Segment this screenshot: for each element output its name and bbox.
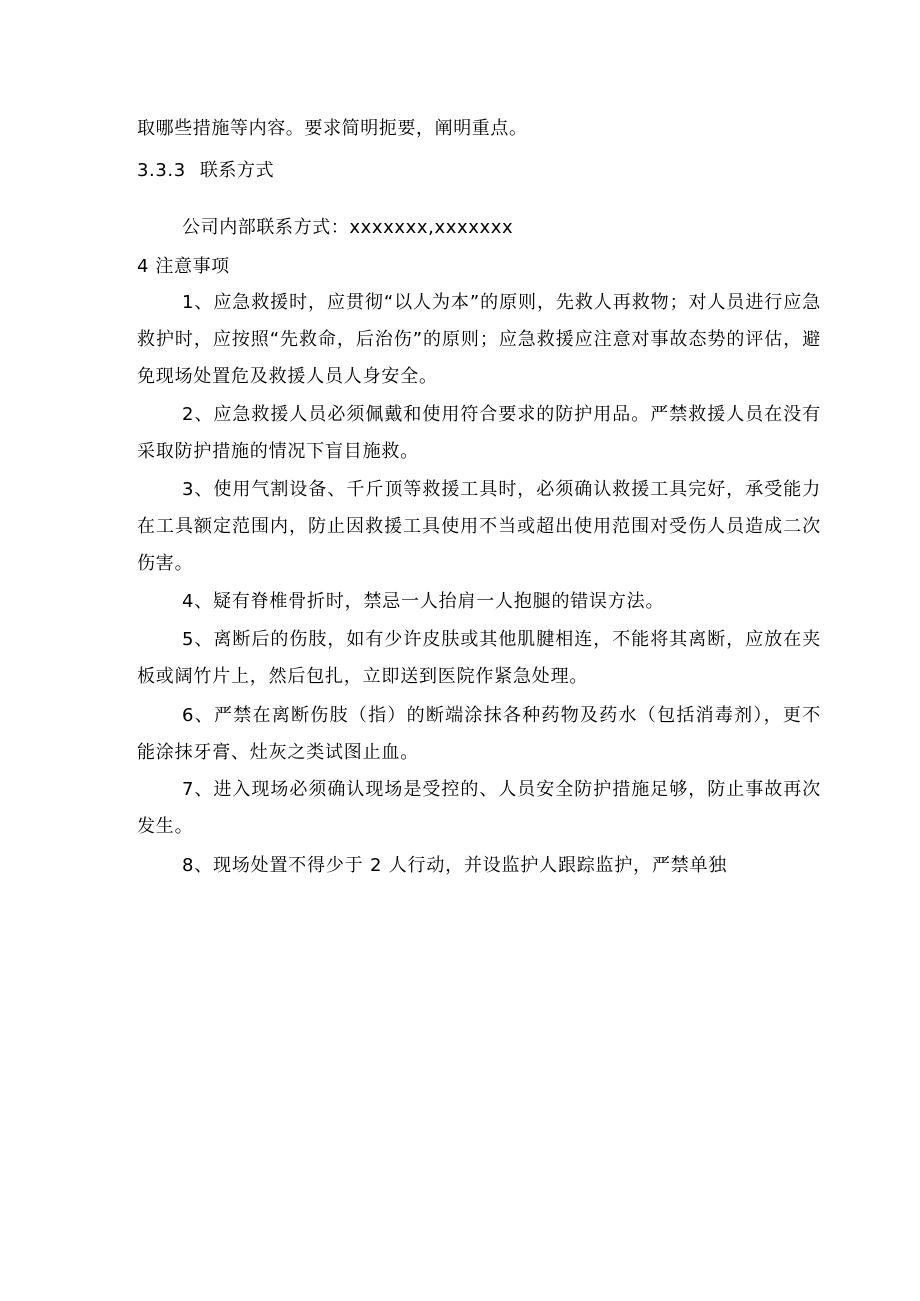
note-item-1: 1、应急救援时，应贯彻“以人为本”的原则，先救人再救物；对人员进行应急救护时，应按照“先救命，后治伤”的原则；应急救援应注意对事故态势的评估，避免现场处置危及救援人员人身安全。 — [137, 292, 821, 387]
note-item-3: 3、使用气割设备、千斤顶等救援工具时，必须确认救援工具完好，承受能力在工具额定范围内，防止因救援工具使用不当或超出使用范围对受伤人员造成二次伤害。 — [137, 479, 821, 574]
section-heading-3-3-3 — [137, 159, 274, 183]
note-item-2: 2、应急救援人员必须佩戴和使用符合要求的防护用品。严禁救援人员在没有采取防护措施的情况下盲目施救。 — [137, 404, 821, 462]
note-item-6: 6、严禁在离断伤肢（指）的断端涂抹各种药物及药水（包括消毒剂），更不能涂抹牙膏、灶灰之类试图止血。 — [137, 705, 821, 763]
section-number: 3.3.3 — [137, 160, 186, 181]
note-item-5: 5、离断后的伤肢，如有少许皮肤或其他肌腱相连，不能将其离断，应放在夹板或阔竹片上，然后包扎，立即送到医院作紧急处理。 — [137, 629, 821, 687]
note-item-4: 4、疑有脊椎骨折时，禁忌一人抬肩一人抱腿的错误方法。 — [182, 591, 665, 612]
section-heading-4: 4 注意事项 — [137, 256, 230, 277]
section-title: 联系方式 — [199, 160, 275, 181]
contact-label: 公司内部联系方式： — [182, 217, 350, 238]
note-item-8: 8、现场处置不得少于 2 人行动，并设监护人跟踪监护，严禁单独 — [182, 855, 728, 876]
continuation-line: 取哪些措施等内容。要求简明扼要，阐明重点。 — [137, 118, 528, 139]
contact-value: xxxxxxx,xxxxxxx — [349, 217, 514, 238]
contact-line — [182, 216, 513, 240]
note-item-7: 7、进入现场必须确认现场是受控的、人员安全防护措施足够，防止事故再次发生。 — [137, 779, 821, 837]
